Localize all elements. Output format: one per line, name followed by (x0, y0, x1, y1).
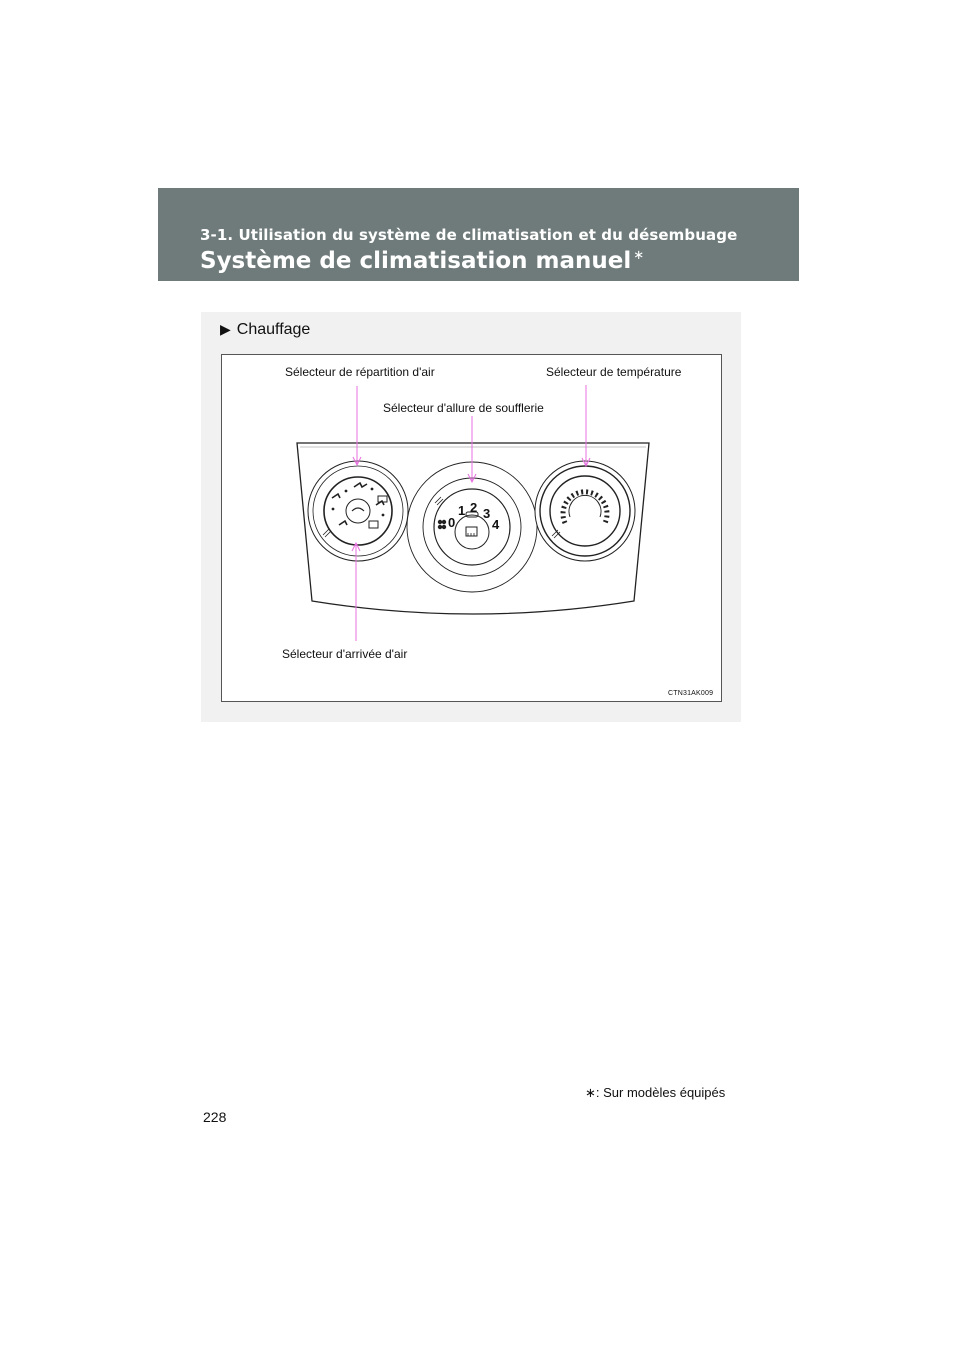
figure-id: CTN31AK009 (668, 690, 714, 697)
page-title-text: Système de climatisation manuel (200, 248, 632, 274)
fan-speed-number-3: 3 (483, 506, 491, 521)
label-fan-speed: Sélecteur d'allure de soufflerie (383, 401, 544, 415)
label-air-intake: Sélecteur d'arrivée d'air (282, 647, 408, 661)
footnote (585, 1085, 725, 1101)
triangle-bullet-icon: ▶ (220, 321, 231, 337)
temperature-knob (535, 461, 635, 561)
label-air-distribution: Sélecteur de répartition d'air (285, 365, 435, 379)
fan-speed-number-0: 0 (448, 515, 456, 530)
footnote-asterisk: ∗ (585, 1085, 596, 1100)
page-number: 228 (203, 1109, 227, 1125)
subheading-label: Chauffage (236, 321, 311, 338)
page-title (200, 248, 644, 274)
footnote-marker: ∗ (633, 248, 645, 264)
fan-speed-number-1: 1 (458, 503, 466, 518)
fan-speed-number-2: 2 (470, 500, 478, 515)
subheading (220, 321, 310, 339)
fan-speed-number-4: 4 (492, 517, 500, 532)
label-temperature: Sélecteur de température (546, 365, 682, 379)
section-title: 3-1. Utilisation du système de climatisation et du désembuage (200, 226, 738, 244)
footnote-text: : Sur modèles équipés (595, 1085, 726, 1100)
